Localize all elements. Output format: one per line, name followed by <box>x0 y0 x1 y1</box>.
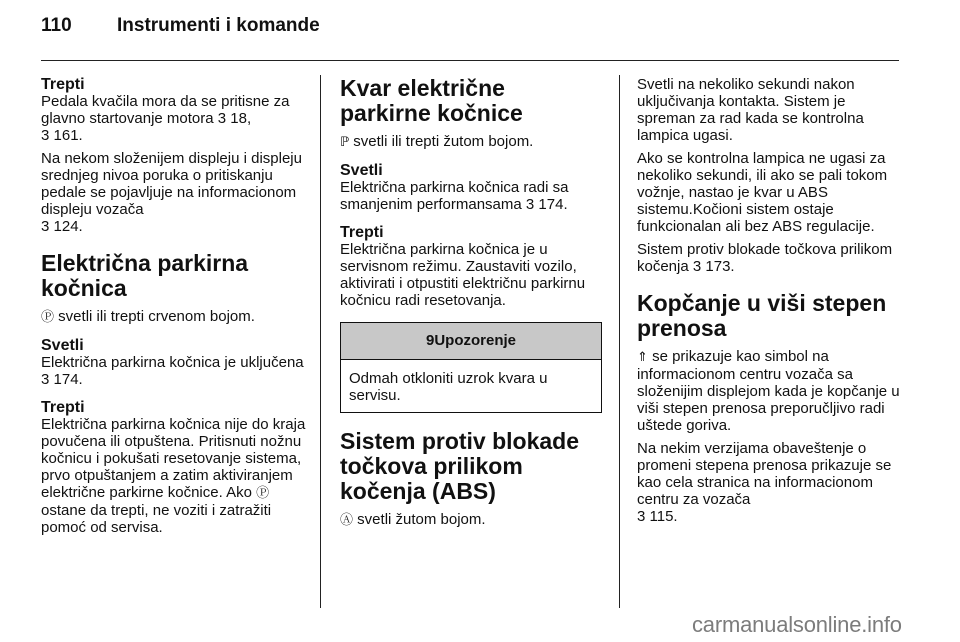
trepti-text: Električna parkirna kočnica je u servisnom režimu. Zaustaviti vozilo, aktivirati i otpustiti električnu parkirnu kočnicu radi resetovanja. <box>340 241 586 309</box>
column-divider-1 <box>320 75 321 608</box>
column-divider-2 <box>619 75 620 608</box>
page-title: Instrumenti i komande <box>117 15 320 36</box>
warning-text: Odmah otkloniti uzrok kvara u servisu. <box>349 370 548 404</box>
warning-box <box>340 322 602 413</box>
watermark: carmanualsonline.info <box>692 612 902 637</box>
warning-title: Upozorenje <box>434 332 517 349</box>
abs-text: svetli žutom bojom. <box>353 511 486 528</box>
abs-paragraph-3: Sistem protiv blokade točkova prilikom kočenja 3 173. <box>637 241 893 275</box>
trepti-text: Električna parkirna kočnica nije do kraja povučena ili otpuštena. Pritisnuti nožnu kočnicu i pokušati resetovanje sistema, prvo otpuštanjem a zatim aktiviranjem električne parkirne kočnice. Ako <box>41 416 306 501</box>
page-number: 110 <box>41 15 72 36</box>
abs-icon: Ⓐ <box>340 513 354 528</box>
heading-trepti: Trepti <box>41 76 85 93</box>
parking-brake-icon-inline: Ⓟ <box>256 486 270 501</box>
warning-triangle-icon: 9 <box>425 332 435 349</box>
warning-header <box>341 323 601 360</box>
column-1 <box>41 76 306 542</box>
brake-fault-icon: ℙ <box>340 135 350 150</box>
upshift-paragraph-2: Na nekim verzijama obaveštenje o promeni stepena prenosa prikazuje se kao cela stranica na informacionom centru za vozača <box>637 440 892 508</box>
svetli-text: Električna parkirna kočnica je uključena 3 174. <box>41 354 304 388</box>
svetli-text: Električna parkirna kočnica radi sa smanjenim performansama 3 174. <box>340 179 569 213</box>
display-paragraph: Na nekom složenijem displeju i displeju srednjeg nivoa poruka o pritiskanju pedale se pojavljuje na informacionom displeju vozača <box>41 150 302 218</box>
brake-text: svetli ili trepti crvenom bojom. <box>54 308 255 325</box>
heading-trepti-2: Trepti <box>41 399 85 416</box>
page-header <box>41 15 320 37</box>
clutch-paragraph: Pedala kvačila mora da se pritisne za glavno startovanje motora 3 18, <box>41 93 290 127</box>
abs-paragraph-1: Svetli na nekoliko sekundi nakon uključivanja kontakta. Sistem je spreman za rad kada se kontrolna lampica ugasi. <box>637 76 864 144</box>
heading-brake-fault: Kvar električne parkirne kočnice <box>340 75 523 126</box>
column-2 <box>340 76 602 535</box>
trepti-text-end: ostane da trepti, ne voziti i zatražiti pomoć od servisa. <box>41 502 272 536</box>
heading-electric-parking-brake: Električna parkirna kočnica <box>41 250 249 301</box>
brake-fault-text: svetli ili trepti žutom bojom. <box>349 133 534 150</box>
upshift-icon: ⇑ <box>637 350 648 365</box>
heading-upshift: Kopčanje u viši stepen prenosa <box>637 290 887 341</box>
heading-svetli: Svetli <box>340 162 383 179</box>
abs-paragraph-2: Ako se kontrolna lampica ne ugasi za nekoliko sekundi, ili ako se pali tokom vožnje, nastao je kvar u ABS sistemu.Kočioni sistem ostaje funkcionalan ali bez ABS regulacije. <box>637 150 888 235</box>
heading-trepti: Trepti <box>340 224 384 241</box>
display-page-ref: 3 124. <box>41 218 83 235</box>
heading-svetli: Svetli <box>41 337 84 354</box>
parking-brake-icon: Ⓟ <box>41 310 55 325</box>
header-rule <box>41 60 899 61</box>
upshift-page-ref: 3 115. <box>637 508 678 525</box>
upshift-text: se prikazuje kao simbol na informacionom centru vozača sa složenijim displejom kada je kopčanje u viši stepen prenosa preporučljivo radi uštede goriva. <box>637 348 900 434</box>
clutch-page-ref: 3 161. <box>41 127 83 144</box>
heading-abs: Sistem protiv blokade točkova prilikom kočenja (ABS) <box>340 428 580 504</box>
column-3 <box>637 76 902 531</box>
